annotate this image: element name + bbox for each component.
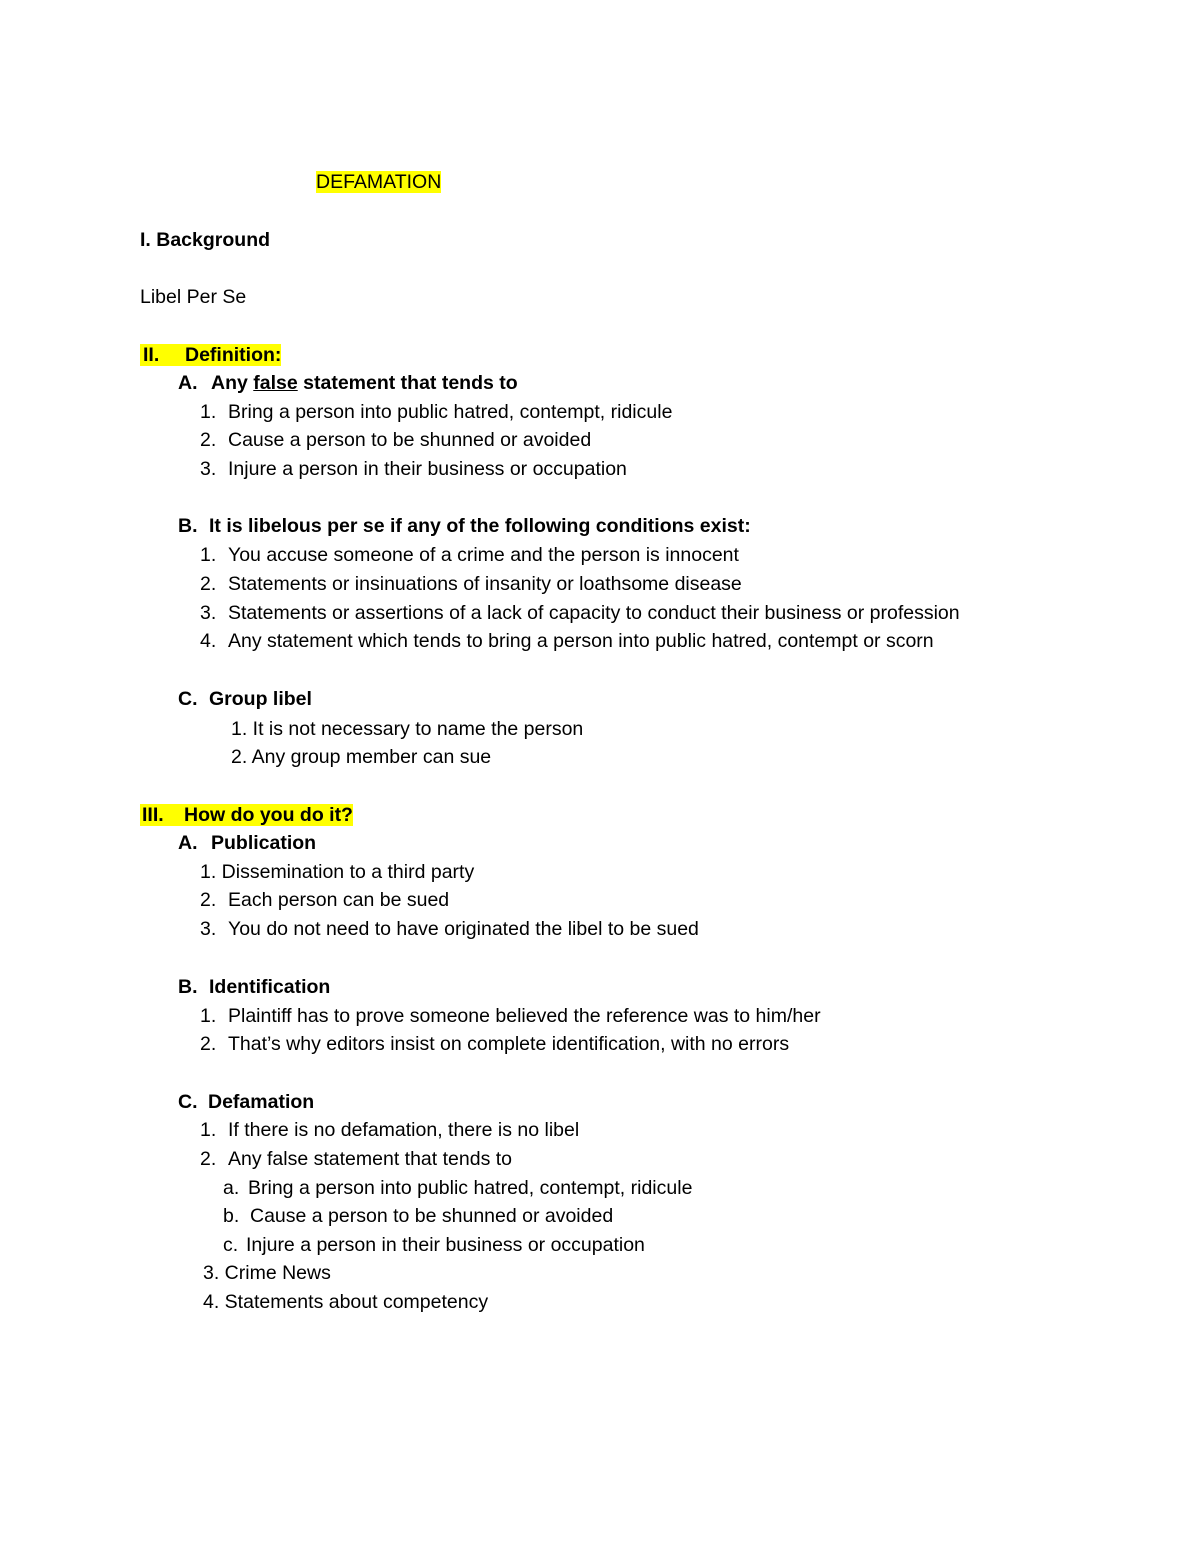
list-item bbox=[200, 1030, 789, 1058]
how-a-heading-text: Publication bbox=[211, 832, 317, 854]
list-item: 3. Crime News bbox=[203, 1262, 331, 1284]
list-item: 2. Any group member can sue bbox=[231, 746, 492, 768]
sub-list-item bbox=[223, 1174, 692, 1202]
section-definition-heading bbox=[140, 341, 281, 369]
definition-c-heading-text: Group libel bbox=[209, 688, 312, 710]
list-item-number: 2. bbox=[200, 1033, 217, 1055]
how-a-number: A. bbox=[178, 832, 198, 854]
definition-c-number: C. bbox=[178, 688, 198, 710]
section-how-heading bbox=[140, 801, 353, 829]
section-background-heading: I. Background bbox=[140, 229, 271, 251]
list-item-number: 3. bbox=[200, 458, 217, 480]
list-item: 4. Statements about competency bbox=[203, 1291, 489, 1313]
how-c-heading-text: Defamation bbox=[208, 1091, 315, 1113]
list-item-text: Injure a person in their business or occupation bbox=[228, 458, 627, 480]
list-item-text: You accuse someone of a crime and the person is innocent bbox=[228, 544, 739, 566]
definition-highlight bbox=[140, 344, 281, 366]
list-item-text: You do not need to have originated the libel to be sued bbox=[228, 918, 699, 940]
list-item: 1. It is not necessary to name the person bbox=[231, 718, 584, 740]
how-c-number: C. bbox=[178, 1091, 198, 1113]
definition-a-heading bbox=[178, 369, 518, 397]
definition-heading-text: Definition: bbox=[185, 344, 282, 366]
list-item bbox=[200, 541, 739, 569]
how-highlight bbox=[140, 804, 353, 826]
list-item bbox=[200, 455, 627, 483]
how-a-heading bbox=[178, 829, 316, 857]
definition-number: II. bbox=[143, 344, 160, 366]
list-item: 1. Dissemination to a third party bbox=[200, 861, 475, 883]
sub-list-item-letter: a. bbox=[223, 1177, 240, 1199]
libel-per-se-label: Libel Per Se bbox=[140, 286, 247, 308]
sub-list-item-text: Injure a person in their business or occupation bbox=[246, 1234, 645, 1256]
list-item-number: 2. bbox=[200, 1148, 217, 1170]
document-title bbox=[316, 168, 441, 196]
how-number: III. bbox=[142, 804, 164, 826]
list-item-number: 1. bbox=[200, 1119, 217, 1141]
list-item bbox=[200, 915, 699, 943]
list-item bbox=[200, 570, 742, 598]
list-item-number: 3. bbox=[200, 918, 217, 940]
definition-a-suffix: statement that tends to bbox=[303, 372, 518, 394]
list-item-number: 3. bbox=[200, 602, 217, 624]
list-item-text: That’s why editors insist on complete identification, with no errors bbox=[228, 1033, 790, 1055]
list-item-text: If there is no defamation, there is no libel bbox=[228, 1119, 580, 1141]
list-item-text: Statements or insinuations of insanity or loathsome disease bbox=[228, 573, 742, 595]
how-b-number: B. bbox=[178, 976, 198, 998]
sub-list-item-letter: b. bbox=[223, 1205, 240, 1227]
sub-list-item-text: Cause a person to be shunned or avoided bbox=[250, 1205, 614, 1227]
sub-list-item-text: Bring a person into public hatred, contempt, ridicule bbox=[248, 1177, 693, 1199]
definition-c-heading bbox=[178, 685, 312, 713]
list-item-number: 2. bbox=[200, 889, 217, 911]
definition-b-heading-text: It is libelous per se if any of the following conditions exist: bbox=[209, 515, 751, 537]
definition-b-heading bbox=[178, 512, 751, 540]
list-item-text: Any false statement that tends to bbox=[228, 1148, 512, 1170]
list-item bbox=[200, 599, 960, 627]
definition-b-number: B. bbox=[178, 515, 198, 537]
list-item-text: Each person can be sued bbox=[228, 889, 450, 911]
list-item bbox=[200, 426, 591, 454]
sub-list-item bbox=[223, 1202, 613, 1230]
sub-list-item bbox=[223, 1231, 645, 1259]
how-heading-text: How do you do it? bbox=[184, 804, 353, 826]
list-item-number: 2. bbox=[200, 429, 217, 451]
list-item bbox=[200, 1116, 579, 1144]
list-item bbox=[200, 1002, 821, 1030]
list-item-number: 1. bbox=[200, 544, 217, 566]
title-highlight: DEFAMATION bbox=[316, 171, 442, 193]
list-item-number: 2. bbox=[200, 573, 217, 595]
list-item bbox=[200, 886, 449, 914]
list-item-number: 1. bbox=[200, 1005, 217, 1027]
how-b-heading bbox=[178, 973, 330, 1001]
how-c-heading bbox=[178, 1088, 314, 1116]
list-item bbox=[200, 1145, 512, 1173]
how-b-heading-text: Identification bbox=[209, 976, 331, 998]
list-item-text: Plaintiff has to prove someone believed the reference was to him/her bbox=[228, 1005, 821, 1027]
list-item-number: 4. bbox=[200, 630, 217, 652]
list-item-text: Cause a person to be shunned or avoided bbox=[228, 429, 592, 451]
list-item bbox=[200, 627, 934, 655]
list-item-number: 1. bbox=[200, 401, 217, 423]
list-item bbox=[200, 398, 672, 426]
list-item-text: Statements or assertions of a lack of capacity to conduct their business or profession bbox=[228, 602, 960, 624]
definition-a-underlined-word: false bbox=[253, 372, 298, 394]
list-item-text: Any statement which tends to bring a person into public hatred, contempt or scorn bbox=[228, 630, 934, 652]
list-item-text: Bring a person into public hatred, contempt, ridicule bbox=[228, 401, 673, 423]
definition-a-prefix: Any bbox=[211, 372, 248, 394]
sub-list-item-letter: c. bbox=[223, 1234, 239, 1256]
definition-a-number: A. bbox=[178, 372, 198, 394]
